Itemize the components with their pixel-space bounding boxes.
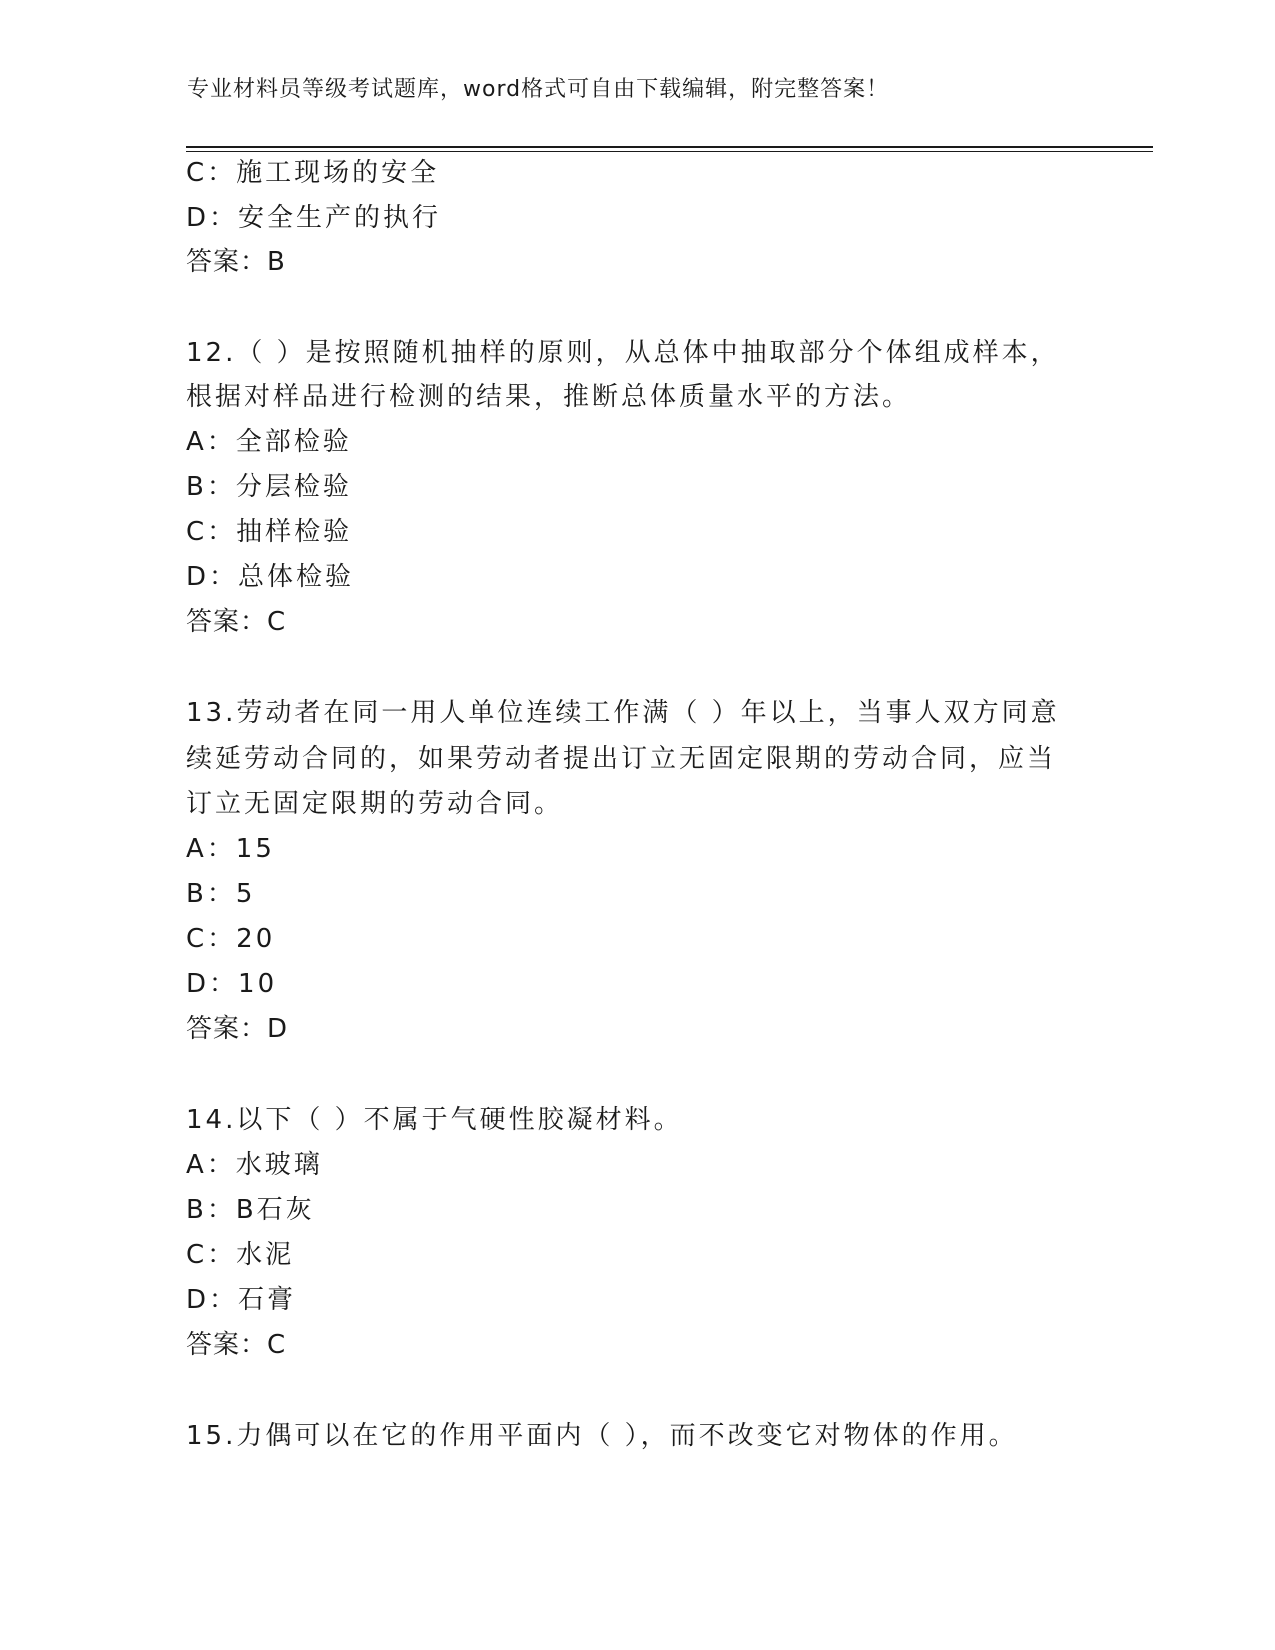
header-divider (186, 146, 1153, 152)
option-d: D：总体检验 (186, 562, 355, 592)
option-d: D：安全生产的执行 (186, 203, 442, 233)
option-b: B：分层检验 (186, 472, 352, 502)
question-stem-line: 13.劳动者在同一用人单位连续工作满（ ）年以上，当事人双方同意 (186, 698, 1060, 728)
option-b: B：5 (186, 879, 256, 909)
option-b: B：B石灰 (186, 1195, 315, 1225)
answer-label: 答案：D (186, 1014, 289, 1044)
option-d: D：10 (186, 969, 278, 999)
question-stem-line: 订立无固定限期的劳动合同。 (186, 789, 564, 819)
option-c: C：抽样检验 (186, 517, 353, 547)
option-a: A：全部检验 (186, 427, 352, 457)
question-stem-line: 14.以下（ ）不属于气硬性胶凝材料。 (186, 1105, 683, 1135)
option-c: C：水泥 (186, 1240, 295, 1270)
option-c: C：施工现场的安全 (186, 158, 440, 188)
answer-label: 答案：C (186, 607, 287, 637)
page-header: 专业材料员等级考试题库，word格式可自由下载编辑，附完整答案！ (187, 77, 890, 102)
option-a: A：15 (186, 834, 275, 864)
question-stem-line: 15.力偶可以在它的作用平面内（ ），而不改变它对物体的作用。 (186, 1421, 1018, 1451)
answer-label: 答案：B (186, 247, 286, 277)
option-c: C：20 (186, 924, 276, 954)
question-stem-line: 根据对样品进行检测的结果，推断总体质量水平的方法。 (186, 382, 912, 412)
option-d: D：石膏 (186, 1285, 297, 1315)
option-a: A：水玻璃 (186, 1150, 323, 1180)
question-stem-line: 12.（ ）是按照随机抽样的原则，从总体中抽取部分个体组成样本， (186, 338, 1060, 368)
answer-label: 答案：C (186, 1330, 287, 1360)
question-stem-line: 续延劳动合同的，如果劳动者提出订立无固定限期的劳动合同，应当 (186, 744, 1057, 774)
